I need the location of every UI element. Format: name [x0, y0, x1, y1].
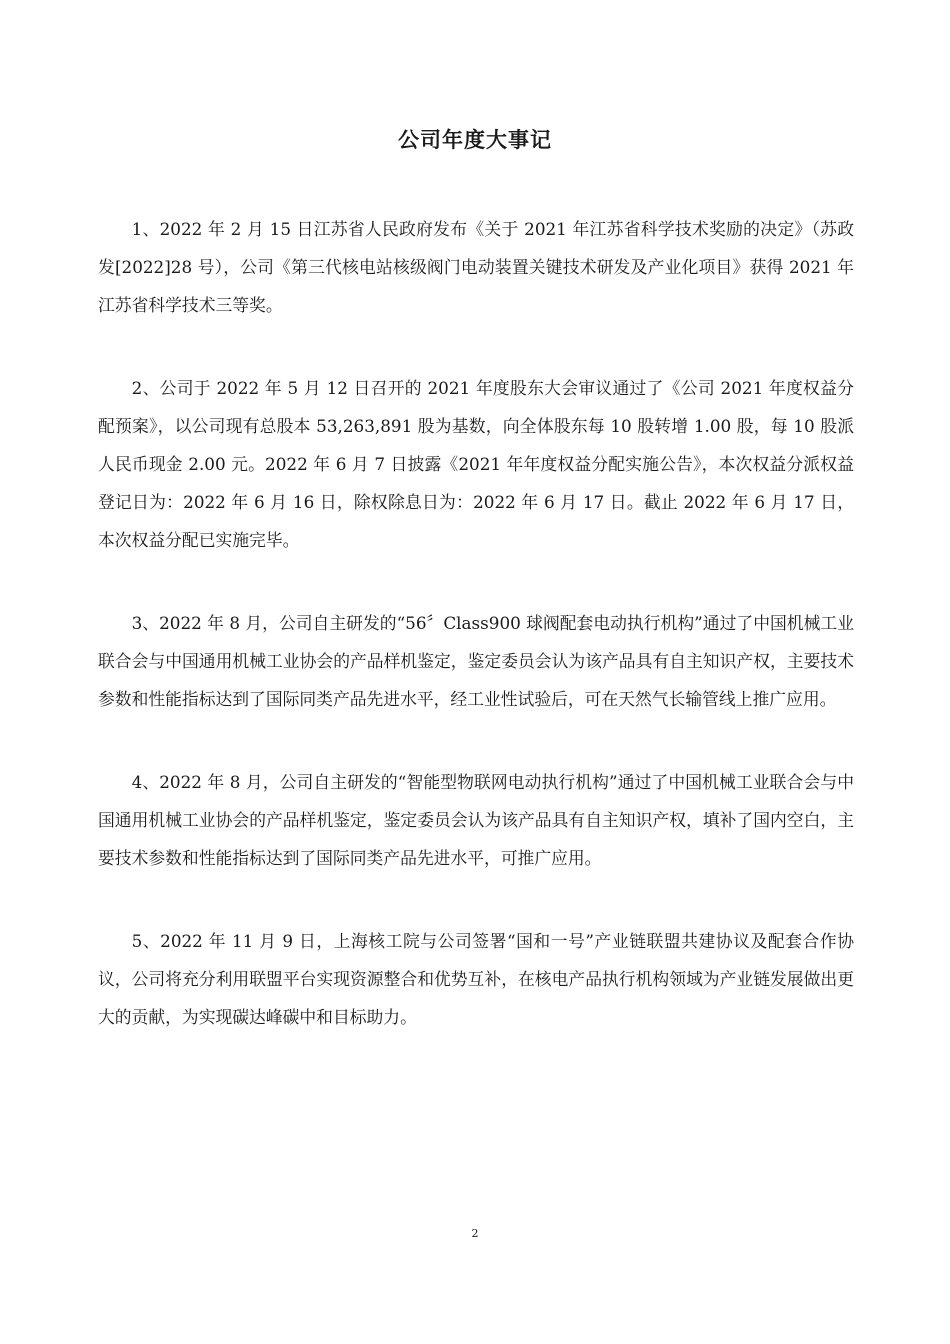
page-title: 公司年度大事记 — [398, 128, 552, 152]
event-paragraph-3: 3、2022 年 8 月，公司自主研发的“56〞Class900 球阀配套电动执行机构”通过了中国机械工业联合会与中国通用机械工业协会的产品样机鉴定，鉴定委员会认为该产品具有自主知识产权，主要技术参数和性能指标达到了国际同类产品先进水平，经工业性试验后，可在天然气长输管线上推广应用。 — [98, 613, 854, 709]
event-paragraph-2: 2、公司于 2022 年 5 月 12 日召开的 2021 年度股东大会审议通过了《公司 2021 年度权益分配预案》，以公司现有总股本 53,263,891 股为基数，向全体股东每 10 股转增 1.00 股，每 10 股派人民币现金 2.00 元。2022 年 6 月 7 日披露《2021 年年度权益分配实施公告》，本次权益分派权益登记日为：2022 年 6 月 16 日，除权除息日为：2022 年 6 月 17 日。截止 2022 年 6 月 17 日，本次权益分配已实施完毕。 — [98, 378, 854, 550]
event-paragraph-1: 1、2022 年 2 月 15 日江苏省人民政府发布《关于 2021 年江苏省科学技术奖励的决定》（苏政发[2022]28 号），公司《第三代核电站核级阀门电动装置关键技术研发及产业化项目》获得 2021 年江苏省科学技术三等奖。 — [98, 219, 854, 315]
events-list — [98, 210, 854, 1081]
event-paragraph-4: 4、2022 年 8 月，公司自主研发的“智能型物联网电动执行机构”通过了中国机械工业联合会与中国通用机械工业协会的产品样机鉴定，鉴定委员会认为该产品具有自主知识产权，填补了国内空白，主要技术参数和性能指标达到了国际同类产品先进水平，可推广应用。 — [98, 772, 854, 868]
page-number: 2 — [471, 1227, 479, 1240]
event-paragraph-5: 5、2022 年 11 月 9 日，上海核工院与公司签署“国和一号”产业链联盟共建协议及配套合作协议，公司将充分利用联盟平台实现资源整合和优势互补，在核电产品执行机构领域为产业链发展做出更大的贡献，为实现碳达峰碳中和目标助力。 — [98, 931, 854, 1027]
